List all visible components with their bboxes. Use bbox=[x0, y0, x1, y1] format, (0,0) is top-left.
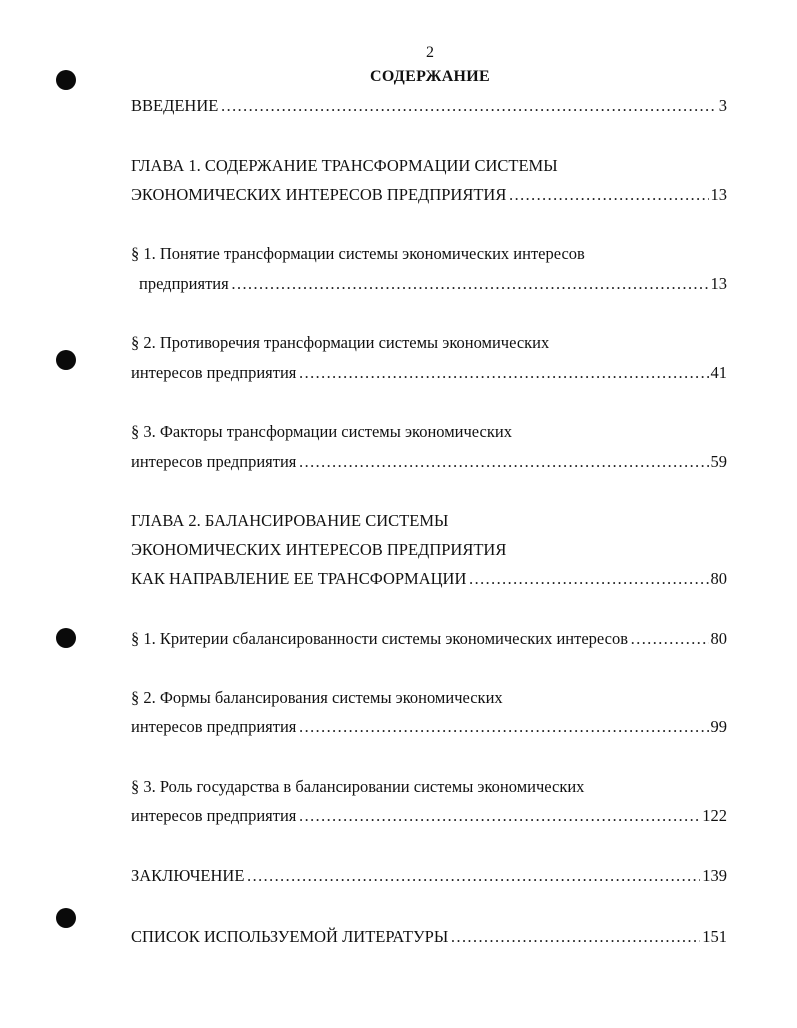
toc-chapter-2-line-2: ЭКОНОМИЧЕСКИХ ИНТЕРЕСОВ ПРЕДПРИЯТИЯ bbox=[131, 540, 507, 559]
toc-leader-dots bbox=[298, 452, 708, 472]
toc-entry-text: ЭКОНОМИЧЕСКИХ ИНТЕРЕСОВ ПРЕДПРИЯТИЯ bbox=[131, 185, 507, 204]
page-title: СОДЕРЖАНИЕ bbox=[369, 68, 491, 85]
toc-entry-page: 151 bbox=[702, 927, 727, 946]
toc-entry-page: 122 bbox=[702, 806, 727, 825]
punch-hole-2 bbox=[56, 350, 76, 370]
toc-entry-page: 13 bbox=[710, 185, 727, 204]
toc-entry-text: интересов предприятия bbox=[131, 806, 297, 825]
toc-entry-page: 59 bbox=[710, 452, 727, 471]
toc-leader-dots bbox=[298, 717, 708, 737]
toc-entry-text: предприятия bbox=[139, 274, 229, 293]
toc-leader-dots bbox=[298, 363, 708, 383]
toc-ch2-section-3-line-2 bbox=[131, 806, 727, 830]
toc-ch2-section-2-line-2 bbox=[131, 717, 727, 741]
toc-ch2-section-2-line-1: § 2. Формы балансирования системы экономических bbox=[131, 688, 503, 707]
toc-ch1-section-3-line-1: § 3. Факторы трансформации системы экономических bbox=[131, 422, 512, 441]
toc-leader-dots bbox=[450, 927, 700, 947]
toc-entry-page: 80 bbox=[710, 569, 727, 588]
toc-entry-page: 99 bbox=[710, 717, 727, 736]
toc-leader-dots bbox=[220, 96, 716, 116]
toc-entry-conclusion bbox=[131, 866, 727, 890]
toc-chapter-2-line-3 bbox=[131, 569, 727, 593]
toc-entry-text: ЗАКЛЮЧЕНИЕ bbox=[131, 866, 245, 885]
toc-leader-dots bbox=[246, 866, 700, 886]
toc-chapter-1-line-1: ГЛАВА 1. СОДЕРЖАНИЕ ТРАНСФОРМАЦИИ СИСТЕМЫ bbox=[131, 156, 558, 175]
toc-leader-dots bbox=[508, 185, 708, 205]
toc-leader-dots bbox=[231, 274, 709, 294]
toc-entry-page: 3 bbox=[718, 96, 727, 115]
toc-leader-dots bbox=[468, 569, 708, 589]
toc-entry-text: § 1. Критерии сбалансированности системы экономических интересов bbox=[131, 629, 628, 648]
toc-ch1-section-3-line-2 bbox=[131, 452, 727, 476]
punch-hole-3 bbox=[56, 628, 76, 648]
toc-entry-page: 139 bbox=[702, 866, 727, 885]
toc-ch2-section-1 bbox=[131, 629, 727, 653]
toc-ch1-section-1-line-2 bbox=[139, 274, 727, 298]
toc-entry-page: 41 bbox=[710, 363, 727, 382]
toc-entry-page: 13 bbox=[710, 274, 727, 293]
toc-entry-text: КАК НАПРАВЛЕНИЕ ЕЕ ТРАНСФОРМАЦИИ bbox=[131, 569, 467, 588]
toc-chapter-2-line-1: ГЛАВА 2. БАЛАНСИРОВАНИЕ СИСТЕМЫ bbox=[131, 511, 449, 530]
toc-entry-intro bbox=[131, 96, 727, 120]
toc-entry-text: интересов предприятия bbox=[131, 363, 297, 382]
toc-ch1-section-2-line-1: § 2. Противоречия трансформации системы экономических bbox=[131, 333, 550, 352]
toc-entry-text: интересов предприятия bbox=[131, 452, 297, 471]
toc-ch2-section-3-line-1: § 3. Роль государства в балансировании системы экономических bbox=[131, 777, 585, 796]
toc-entry-page: 80 bbox=[710, 629, 727, 648]
toc-entry-text: ВВЕДЕНИЕ bbox=[131, 96, 219, 115]
toc-entry-text: интересов предприятия bbox=[131, 717, 297, 736]
toc-leader-dots bbox=[298, 806, 700, 826]
toc-entry-references bbox=[131, 927, 727, 951]
page-number: 2 bbox=[426, 44, 434, 61]
toc-ch1-section-1-line-1: § 1. Понятие трансформации системы экономических интересов bbox=[131, 244, 585, 263]
toc-entry-text: СПИСОК ИСПОЛЬЗУЕМОЙ ЛИТЕРАТУРЫ bbox=[131, 927, 449, 946]
toc-leader-dots bbox=[630, 629, 709, 649]
toc-ch1-section-2-line-2 bbox=[131, 363, 727, 387]
toc-chapter-1-line-2 bbox=[131, 185, 727, 209]
punch-hole-4 bbox=[56, 908, 76, 928]
punch-hole-1 bbox=[56, 70, 76, 90]
